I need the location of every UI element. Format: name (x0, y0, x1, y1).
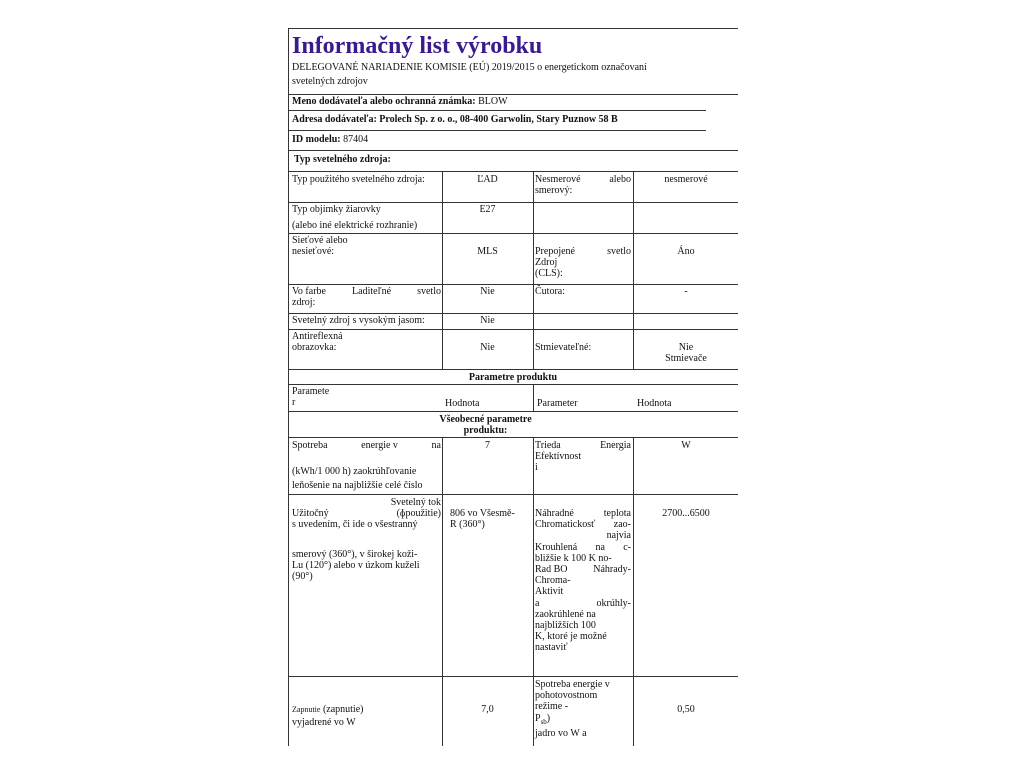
column-rule (533, 437, 534, 746)
colour-tunable-value: Nie (480, 286, 495, 297)
rule (288, 313, 738, 314)
standby-power-label: Spotreba energie v pohotovostnom režime - $P_{sb}$) jadro vo W a (535, 679, 610, 739)
column-rule (442, 171, 443, 369)
product-parameters-heading: Parametre produktu (468, 372, 558, 383)
dimmable-label: Stmievateľné: (535, 342, 592, 353)
rule (288, 437, 738, 438)
params-header-value: Hodnota (445, 398, 480, 409)
rule (288, 94, 738, 95)
column-rule (633, 329, 634, 369)
rule (288, 494, 738, 495)
column-rule (633, 233, 634, 329)
model-value: 87404 (343, 134, 369, 145)
cap-type-label-2: (alebo iné elektrické rozhranie) (292, 220, 418, 231)
rule (288, 150, 738, 151)
column-rule (633, 437, 634, 746)
document-title: Informačný list výrobku (292, 33, 543, 59)
column-rule (533, 171, 534, 369)
technology-value: ĽAD (477, 174, 498, 185)
on-mode-power-label-2: vyjadrené vo W (292, 717, 356, 728)
rule (288, 676, 738, 677)
rule (288, 369, 738, 370)
energy-class-label: Trieda Energia Efektívnost i (535, 440, 631, 474)
light-source-type-heading: Typ svetelného zdroja: (294, 154, 391, 165)
anti-glare-value: Nie (480, 342, 495, 353)
energy-consumption-label-2: (kWh/1 000 h) zaokrúhľovanie (292, 466, 417, 477)
energy-consumption-label-3: leňošenie na najbližšie celé číslo (292, 480, 423, 491)
frame-left-rule (288, 28, 289, 746)
directionality-value: nesmerové (664, 174, 708, 185)
high-luminance-value: Nie (480, 315, 495, 326)
mains-label: Sieťové alebo nesieťové: (292, 235, 348, 258)
colour-temperature-label: Náhradné teplota Chromatickosť zao- najvia Krouhlená na c- bližšie k 100 K no- Rad BO Náhrady- Chroma- Aktivit a okrúhly- zaokrúhlené na najbližších 100 K, ktoré je možné nastaviť (535, 508, 631, 654)
rule (288, 284, 738, 285)
rule (288, 233, 738, 234)
address-label: Adresa dodávateľa: (292, 114, 377, 125)
energy-consumption-label-1: Spotreba energie v na (292, 440, 441, 451)
dimmable-value: Nie Stmievače (665, 342, 707, 365)
colour-tunable-label: Vo farbe Laditeľné svetlo zdroj: (292, 286, 441, 309)
cap-type-label-1: Typ objímky žiarovky (292, 204, 381, 215)
model-field (292, 134, 368, 145)
supplier-field (292, 96, 508, 107)
high-luminance-label: Svetelný zdroj s vysokým jasom: (292, 315, 425, 326)
general-parameters-heading: Všeobecné parametre produktu: (439, 414, 532, 437)
rule (288, 110, 706, 111)
product-information-sheet (288, 28, 738, 746)
envelope-label: Čutora: (535, 286, 565, 297)
rule (288, 130, 706, 131)
envelope-value: - (684, 286, 688, 297)
rule (288, 202, 738, 203)
cls-value: Áno (677, 246, 695, 257)
rule (288, 171, 738, 172)
directionality-label: Nesmerové alebo smerový: (535, 174, 631, 197)
rule (288, 411, 738, 412)
luminous-flux-label: Svetelný tok Užitočný (ɸpoužitie) s uvedením, či ide o všestranný smerový (360°), v širokej koži- Lu (120°) alebo v úzkom kuželi (90°) (292, 497, 441, 583)
column-rule (633, 171, 634, 233)
rule (288, 384, 738, 385)
params-header-parameter-2: Parameter (537, 398, 578, 409)
params-header-parameter: Paramete r (292, 386, 330, 409)
column-rule (533, 384, 534, 411)
luminous-flux-value: 806 vo Všesmě- R (360°) (450, 508, 515, 531)
cls-label: Prepojené svetlo Zdroj (CLS): (535, 246, 631, 280)
supplier-label: Meno dodávateľa alebo ochranná známka: (292, 96, 476, 107)
address-field (292, 114, 618, 125)
on-mode-power-value: 7,0 (481, 704, 494, 715)
params-header-value-2: Hodnota (637, 398, 672, 409)
column-rule (442, 437, 443, 746)
regulation-line-2: svetelných zdrojov (292, 76, 368, 87)
model-label: ID modelu: (292, 134, 341, 145)
on-mode-power-label: Zapnutie (zapnutie) (292, 704, 364, 715)
cap-type-value: E27 (479, 204, 496, 215)
energy-class-value: W (681, 440, 691, 451)
frame-top-rule (288, 28, 738, 29)
technology-label: Typ použitého svetelného zdroja: (292, 174, 425, 185)
supplier-value: BLOW (478, 96, 508, 107)
standby-power-value: 0,50 (677, 704, 695, 715)
energy-consumption-value: 7 (485, 440, 490, 451)
regulation-line-1: DELEGOVANÉ NARIADENIE KOMISIE (EÚ) 2019/2015 o energetickom označovaní (292, 62, 647, 73)
address-value: Prolech Sp. z o. o., 08-400 Garwolin, Stary Puznow 58 B (379, 114, 618, 125)
colour-temperature-value: 2700...6500 (662, 508, 710, 519)
rule (288, 329, 738, 330)
mains-value: MLS (477, 246, 498, 257)
anti-glare-label: Antireflexná obrazovka: (292, 331, 343, 354)
